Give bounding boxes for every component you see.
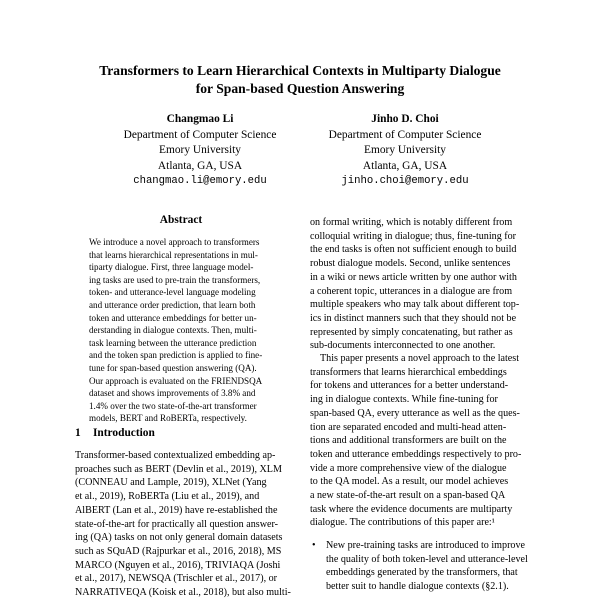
body-line: This paper presents a novel approach to the latest: [320, 353, 520, 364]
body-line: ing in dialogue contexts. While fine-tuning for: [310, 394, 498, 406]
body-line: the end tasks is often not sufficient enough to build: [310, 244, 517, 256]
author-name: Changmao Li: [166, 113, 234, 125]
body-line: tions and additional transformers are built on the: [310, 435, 507, 447]
abstract-line: and the token span prediction is applied to fine-: [89, 350, 263, 361]
right-column-paragraph-1: [310, 216, 533, 353]
paper-title-line-1: Transformers to Learn Hierarchical Contexts in Multiparty Dialogue: [99, 63, 501, 78]
body-line: in a wiki or news article written by one author with: [310, 271, 517, 283]
body-line: New pre-training tasks are introduced to improve: [326, 540, 526, 551]
body-line: embeddings generated by the transformers, that: [326, 567, 518, 579]
body-line: token and utterance embeddings respectively to pro-: [310, 448, 522, 460]
body-line: AlBERT (Lan et al., 2019) have re-established the: [75, 504, 278, 516]
author-email: changmao.li@emory.edu: [133, 175, 267, 188]
author-university: Emory University: [159, 144, 241, 157]
abstract-line: token and utterance embeddings for better un-: [89, 312, 257, 323]
body-line: multiple speakers who may talk about different top-: [310, 299, 520, 311]
body-line: a coherent topic, utterances in a dialogue are from: [310, 285, 513, 297]
body-line: task where the evidence documents are multiparty: [310, 503, 513, 515]
body-line: et al., 2019), RoBERTa (Liu et al., 2019), and: [75, 491, 260, 503]
author-email: jinho.choi@emory.edu: [341, 175, 469, 188]
abstract-line: dataset and shows improvements of 3.8% and: [89, 388, 256, 399]
body-line: tion are separated encoded and multi-head atten-: [310, 421, 507, 433]
body-line: Transformer-based contextualized embedding ap-: [75, 450, 276, 461]
abstract-body: [89, 236, 273, 425]
abstract-line: ing tasks are used to pre-train the transformers,: [89, 274, 261, 285]
body-line: state-of-the-art for practically all question answer-: [75, 518, 278, 530]
body-line: robust dialogue models. Second, unlike sentences: [310, 258, 511, 270]
author-department: Department of Computer Science: [328, 128, 482, 141]
abstract-heading: Abstract: [159, 214, 203, 226]
body-line: the quality of both token-level and utterance-level: [326, 553, 528, 565]
body-line: such as SQuAD (Rajpurkar et al., 2016, 2018), MS: [75, 545, 282, 557]
body-line: a new state-of-the-art result on a span-based QA: [310, 490, 506, 502]
abstract-line: We introduce a novel approach to transformers: [89, 237, 260, 247]
section-title: Introduction: [93, 427, 155, 439]
body-line: sub-documents interconnected to one another.: [310, 340, 496, 352]
author-block-2: [300, 112, 510, 190]
body-line: span-based QA, every utterance as well as the ques-: [310, 407, 520, 419]
author-location: Atlanta, GA, USA: [157, 159, 243, 172]
abstract-line: tiparty dialogue. First, three language model-: [89, 262, 254, 273]
body-line: ing (QA) tasks on not only general domain datasets: [75, 532, 283, 544]
abstract-line: and utterance order prediction, that learn both: [89, 299, 256, 310]
abstract-line: token- and utterance-level language modeling: [89, 287, 256, 298]
body-line: represented by simply concatenating, but rather as: [310, 326, 513, 338]
author-department: Department of Computer Science: [123, 128, 277, 141]
body-line: for tokens and utterances for a better understand-: [310, 380, 509, 392]
body-line: better suit to handle dialogue contexts (§2.1).: [326, 581, 509, 593]
body-line: vide a more comprehensive view of the dialogue: [310, 462, 507, 474]
section-heading-introduction: [75, 427, 155, 439]
body-line: colloquial writing in dialogue; thus, fine-tuning for: [310, 230, 517, 242]
author-name: Jinho D. Choi: [371, 113, 439, 125]
body-line: (CONNEAU and Lample, 2019), XLNet (Yang: [75, 477, 267, 489]
abstract-line: 1.4% over the two state-of-the-art transformer: [89, 400, 257, 411]
bullet-text: [326, 539, 533, 594]
body-line: ics in distinct manners such that they should not be: [310, 312, 517, 324]
body-line: MARCO (Nguyen et al., 2016), TRIVIAQA (Joshi: [75, 559, 281, 571]
body-line: transformers that learns hierarchical embeddings: [310, 366, 507, 378]
abstract-line: derstanding in dialogue contexts. Then, multi-: [89, 325, 257, 336]
bullet-icon: •: [312, 540, 316, 551]
paper-title-line-2: for Span-based Question Answering: [195, 81, 405, 96]
introduction-paragraph: [75, 449, 291, 600]
author-block-1: [95, 112, 305, 190]
abstract-line: models, BERT and RoBERTa, respectively.: [89, 413, 247, 424]
body-line: to the QA model. As a result, our model achieves: [310, 476, 509, 488]
abstract-line: task learning between the utterance prediction: [89, 337, 257, 348]
author-location: Atlanta, GA, USA: [362, 159, 448, 172]
body-line: dialogue. The contributions of this paper are:¹: [310, 517, 495, 529]
body-line: NARRATIVEQA (Koisk et al., 2018), but also multi-: [75, 587, 291, 599]
body-line: proaches such as BERT (Devlin et al., 2019), XLM: [75, 463, 282, 475]
right-column-paragraph-2: [310, 352, 533, 530]
author-university: Emory University: [364, 144, 446, 157]
abstract-line: that learns hierarchical representations in mul-: [89, 249, 258, 260]
body-line: on formal writing, which is notably different from: [310, 217, 513, 228]
body-line: et al., 2017), NEWSQA (Trischler et al., 2017), or: [75, 573, 278, 585]
abstract-line: Our approach is evaluated on the FRIENDSQA: [89, 375, 263, 386]
abstract-line: tune for span-based question answering (QA).: [89, 362, 257, 373]
section-number: 1: [75, 427, 81, 439]
